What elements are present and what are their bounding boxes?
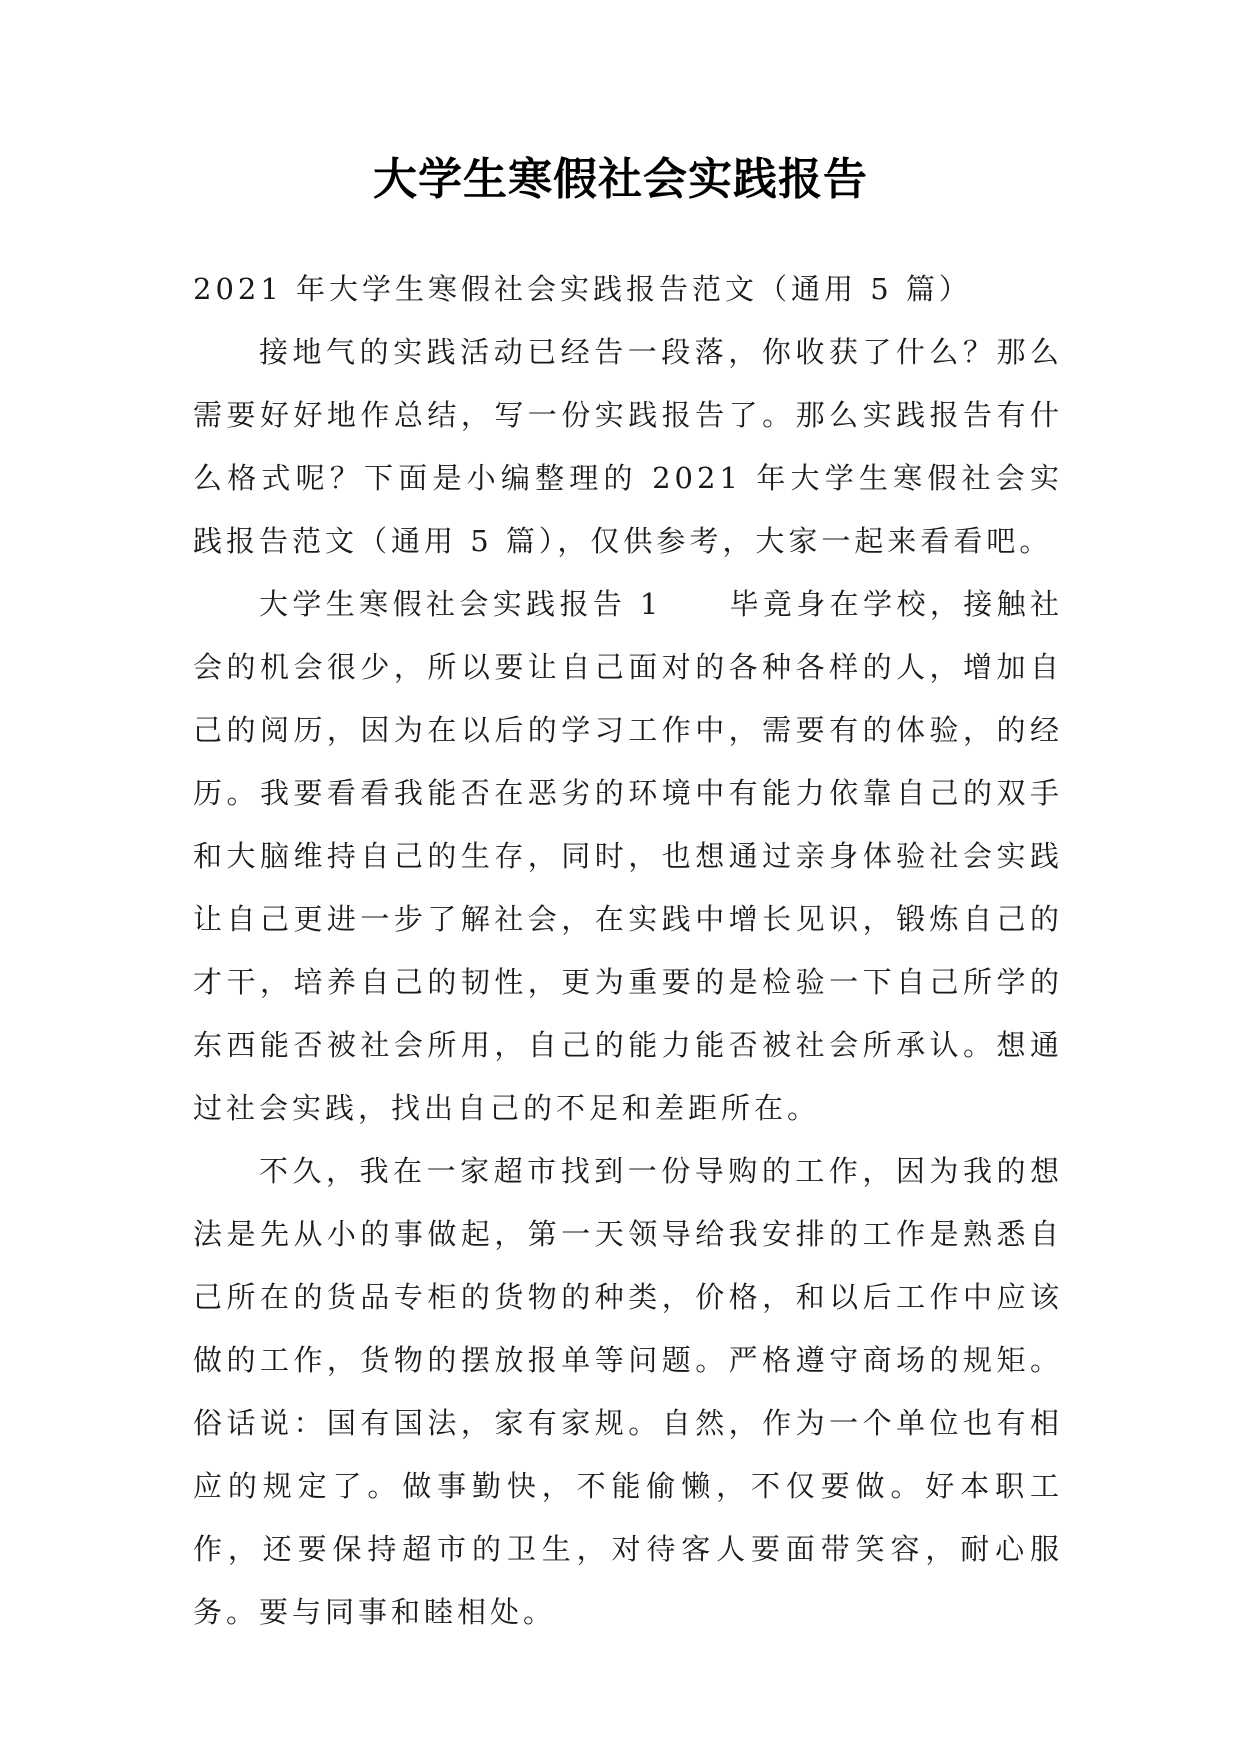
paragraph-supermarket: 不久，我在一家超市找到一份导购的工作，因为我的想法是先从小的事做起，第一天领导给我安排的工作是熟悉自己所在的货品专柜的货物的种类，价格，和以后工作中应该做的工作，货物的摆放报单等问题。严格遵守商场的规矩。俗话说：国有国法，家有家规。自然，作为一个单位也有相应的规定了。做事勤快，不能偷懒，不仅要做。好本职工作，还要保持超市的卫生，对待客人要面带笑容，耐心服务。要与同事和睦相处。 bbox=[193, 1154, 1063, 1629]
document-title: 大学生寒假社会实践报告 bbox=[373, 154, 868, 205]
paragraph-report-1: 大学生寒假社会实践报告 1 毕竟身在学校，接触社会的机会很少，所以要让自己面对的各种各样的人，增加自己的阅历，因为在以后的学习工作中，需要有的体验，的经历。我要看看我能否在恶劣的环境中有能力依靠自己的双手和大脑维持自己的生存，同时，也想通过亲身体验社会实践让自己更进一步了解社会，在实践中增长见识，锻炼自己的才干，培养自己的韧性，更为重要的是检验一下自己所学的东西能否被社会所用，自己的能力能否被社会所承认。想通过社会实践，找出自己的不足和差距所在。 bbox=[193, 587, 1063, 1125]
document-subtitle: 2021 年大学生寒假社会实践报告范文（通用 5 篇） bbox=[193, 272, 972, 306]
paragraph-intro: 接地气的实践活动已经告一段落，你收获了什么？那么需要好好地作总结，写一份实践报告了。那么实践报告有什么格式呢？下面是小编整理的 2021 年大学生寒假社会实践报告范文（通用 5 篇），仅供参考，大家一起来看看吧。 bbox=[193, 335, 1063, 558]
document-body bbox=[193, 258, 1063, 1644]
